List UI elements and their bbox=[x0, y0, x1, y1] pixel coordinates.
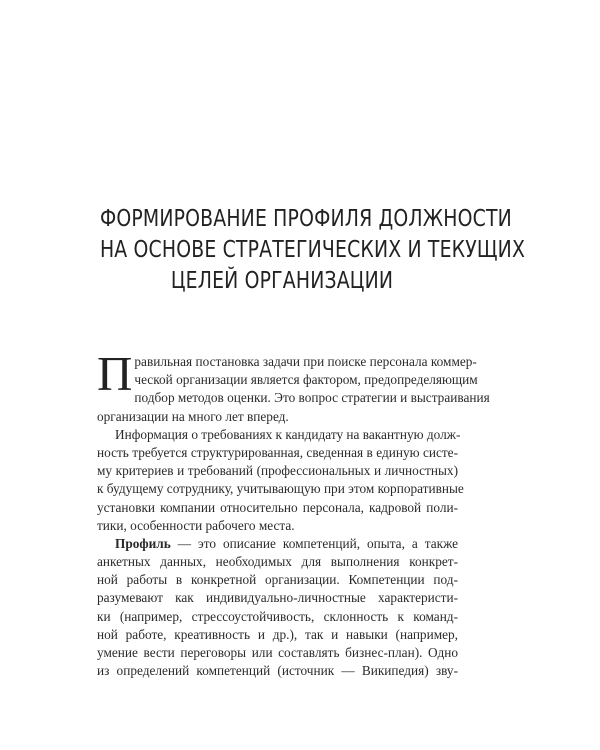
text-line: подбор методов оценки. Это вопрос стратегии и выстраивания bbox=[134, 390, 490, 406]
text-line: равильная постановка задачи при поиске персонала коммер- bbox=[134, 354, 477, 369]
paragraph-profile bbox=[97, 535, 458, 681]
text-line: му критериев и требований (профессиональных и личностных) bbox=[97, 463, 458, 479]
text-line: ки (например, стрессоустойчивость, склонность к команд- bbox=[97, 608, 458, 624]
paragraph-requirements bbox=[97, 426, 464, 535]
text-line: к будущему сотруднику, учитывающую при этом корпоративные bbox=[97, 481, 464, 497]
text-line: ность требуется структурированная, сведенная в единую систе- bbox=[97, 444, 458, 460]
text-line: анкетных данных, необходимых для выполнения конкрет- bbox=[97, 554, 458, 570]
text-line: установки компании относительно персонала, кадровой поли- bbox=[97, 499, 458, 515]
text-line: ной работы в конкретной организации. Компетенции под- bbox=[97, 572, 458, 588]
paragraph-intro bbox=[97, 346, 490, 426]
chapter-title-line: ФОРМИРОВАНИЕ ПРОФИЛЯ ДОЛЖНОСТИ bbox=[99, 206, 512, 232]
chapter-title-line: НА ОСНОВЕ СТРАТЕГИЧЕСКИХ И ТЕКУЩИХ bbox=[99, 237, 526, 263]
text-line: ной работе, креативность и др.), так и навыки (например, bbox=[97, 626, 458, 642]
text-line: умение вести переговоры или составлять бизнес-план). Одно bbox=[97, 645, 458, 660]
text-line: ческой организации является фактором, предопределяющим bbox=[134, 372, 478, 388]
chapter-title bbox=[99, 204, 526, 297]
text-line: тики, особенности рабочего места. bbox=[97, 517, 295, 533]
drop-cap: П bbox=[97, 346, 133, 401]
body-text bbox=[97, 346, 490, 680]
text-line: из определений компетенций (источник — Википедия) зву- bbox=[97, 663, 458, 679]
term-profile: Профиль bbox=[115, 535, 171, 551]
text-line bbox=[97, 535, 458, 553]
text-fragment: — это описание компетенций, опыта, а также bbox=[170, 535, 458, 551]
text-line: Информация о требованиях к кандидату на вакантную долж- bbox=[115, 426, 461, 442]
text-line: организации на много лет вперед. bbox=[97, 408, 289, 424]
text-line: разумевают как индивидуально-личностные характеристи- bbox=[97, 590, 458, 606]
chapter-title-line: ЦЕЛЕЙ ОРГАНИЗАЦИИ bbox=[170, 268, 394, 294]
